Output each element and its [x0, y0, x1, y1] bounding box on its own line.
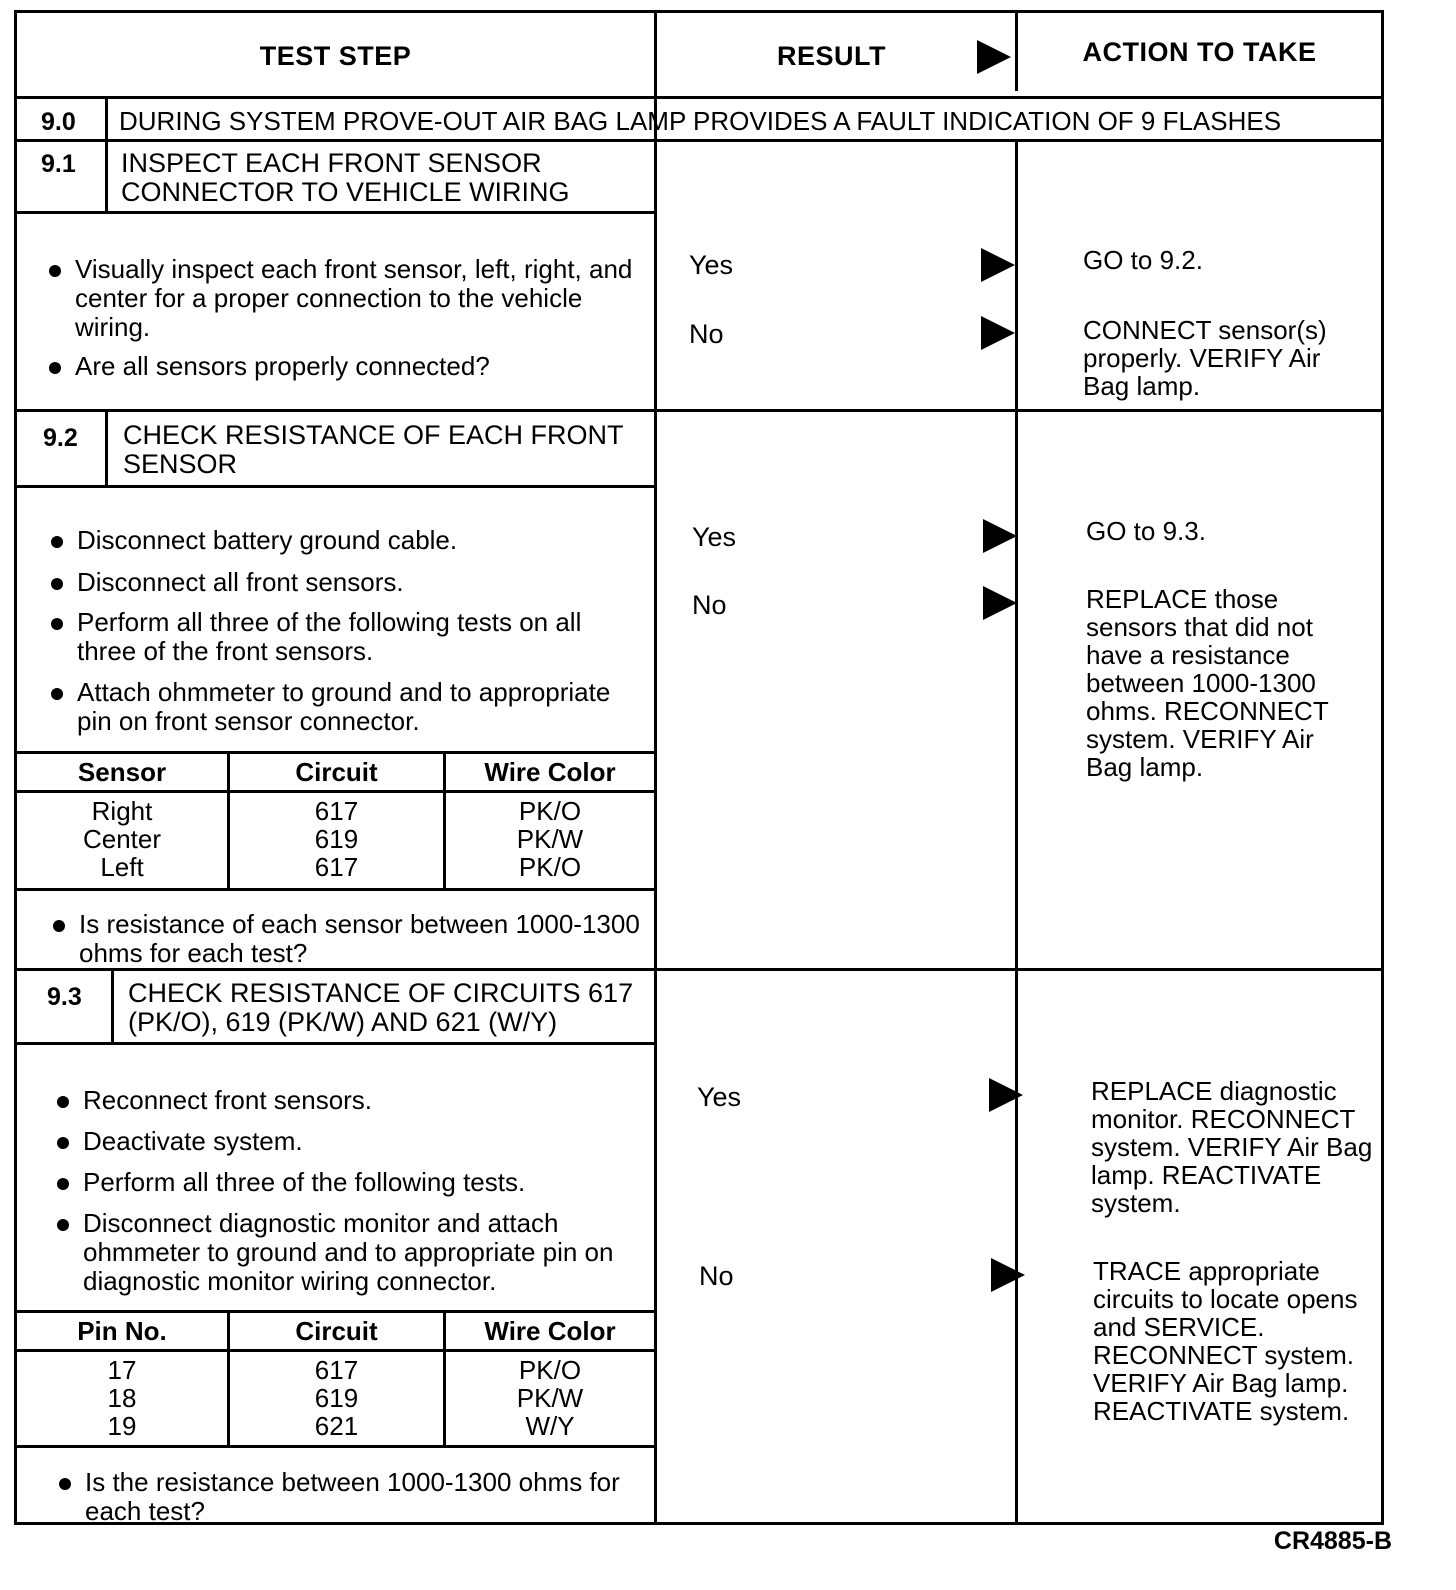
bullet-item: Reconnect front sensors. — [55, 1086, 650, 1115]
step-number-divider — [105, 99, 108, 142]
result-no: No — [692, 590, 727, 620]
result-yes: Yes — [689, 250, 734, 280]
table-cell: Right Center Left — [82, 796, 162, 882]
result-arrow-icon — [981, 248, 1015, 282]
table-row — [17, 792, 654, 888]
sensor-table — [17, 754, 654, 888]
bullet-icon — [51, 618, 63, 630]
step-number-divider — [105, 412, 108, 486]
result-arrow-icon — [983, 586, 1017, 620]
bullet-icon — [57, 1137, 69, 1149]
step-title — [128, 979, 633, 1037]
bullet-item: Visually inspect each front sensor, left, right, and center for a proper connection to the vehicle wiring. — [47, 255, 637, 342]
step-title-divider — [17, 1042, 654, 1045]
header-divider — [17, 96, 1381, 99]
bullet-item: Is the resistance between 1000-1300 ohms for each test? — [57, 1468, 657, 1526]
bullet-item: Attach ohmmeter to ground and to appropriate pin on front sensor connector. — [49, 678, 639, 736]
bullet-icon — [57, 1219, 69, 1231]
table-header: Circuit — [229, 754, 445, 792]
result-arrow-icon — [981, 316, 1015, 350]
bullet-icon — [51, 578, 63, 590]
table-bottom-border — [17, 1445, 654, 1448]
step-title — [121, 149, 570, 207]
bullet-item: Perform all three of the following tests on all three of the front sensors. — [49, 608, 639, 666]
result-arrow-icon — [983, 519, 1017, 553]
diagnostic-table — [14, 10, 1384, 1525]
step-number: 9.1 — [41, 150, 76, 178]
step-title — [123, 421, 624, 479]
bullet-icon — [49, 362, 61, 374]
result-no: No — [699, 1261, 734, 1291]
step-title-line: INSPECT EACH FRONT SENSOR — [121, 148, 542, 178]
table-cell: 617 619 617 — [229, 792, 445, 888]
step-title-divider — [17, 485, 654, 488]
result-arrow-icon — [991, 1258, 1025, 1292]
bullet-item: Are all sensors properly connected? — [47, 352, 637, 381]
action-no: REPLACE those sensors that did not have a resistance between 1000-1300 ohms. RECONNECT system. VERIFY Air Bag lamp. — [1086, 584, 1329, 782]
header-arrow-icon — [977, 40, 1011, 74]
step-title-divider — [17, 211, 654, 214]
row-divider — [17, 409, 1381, 412]
result-arrow-icon — [989, 1078, 1023, 1112]
step-number: 9.3 — [47, 983, 82, 1011]
step-title-line: CHECK RESISTANCE OF CIRCUITS 617 — [128, 978, 634, 1008]
action-no: CONNECT sensor(s) properly. VERIFY Air Bag lamp. — [1083, 315, 1327, 401]
result-no: No — [689, 319, 724, 349]
step-number: 9.2 — [43, 424, 78, 452]
action-no: TRACE appropriate circuits to locate opens and SERVICE. RECONNECT system. VERIFY Air Bag lamp. REACTIVATE system. — [1093, 1256, 1358, 1426]
column-divider-result — [654, 13, 657, 1522]
bullet-icon — [51, 536, 63, 548]
bullet-item: Disconnect all front sensors. — [49, 568, 639, 597]
header-result: RESULT — [777, 40, 886, 71]
step-number-divider — [105, 142, 108, 214]
action-yes: REPLACE diagnostic monitor. RECONNECT system. VERIFY Air Bag lamp. REACTIVATE system. — [1091, 1076, 1373, 1218]
row-divider — [17, 139, 1381, 142]
table-header: Wire Color — [445, 1313, 655, 1351]
bullet-icon — [51, 688, 63, 700]
bullet-item: Disconnect battery ground cable. — [49, 526, 639, 555]
row-divider — [17, 968, 1381, 971]
step-title: DURING SYSTEM PROVE-OUT AIR BAG LAMP PROVIDES A FAULT INDICATION OF 9 FLASHES — [119, 106, 1282, 136]
step-title-line: CONNECTOR TO VEHICLE WIRING — [121, 177, 570, 207]
result-yes: Yes — [697, 1082, 742, 1112]
step-number-divider — [111, 971, 114, 1043]
bullet-item: Disconnect diagnostic monitor and attach ohmmeter to ground and to appropriate pin on diagnostic monitor wiring connector. — [55, 1209, 615, 1296]
pin-table — [17, 1313, 654, 1445]
column-divider-action — [1015, 139, 1018, 1522]
table-cell: 17 18 19 — [107, 1355, 137, 1441]
bullet-item: Perform all three of the following tests. — [55, 1168, 650, 1197]
step-title-line: CHECK RESISTANCE OF EACH FRONT — [123, 420, 624, 450]
bullet-icon — [57, 1096, 69, 1108]
step-number: 9.0 — [41, 108, 76, 136]
table-bottom-border — [17, 888, 654, 891]
figure-code: CR4885-B — [1273, 1527, 1392, 1555]
action-yes: GO to 9.3. — [1086, 516, 1206, 546]
step-title-line: SENSOR — [123, 449, 238, 479]
bullet-icon — [53, 920, 65, 932]
table-header: Sensor — [17, 754, 229, 792]
bullet-item: Is resistance of each sensor between 1000-1300 ohms for each test? — [51, 910, 641, 968]
table-cell: PK/O PK/W W/Y — [445, 1351, 655, 1445]
table-cell: 617 619 621 — [229, 1351, 445, 1445]
header-action: ACTION TO TAKE — [1082, 36, 1317, 67]
table-header: Pin No. — [17, 1313, 229, 1351]
table-row — [17, 1351, 654, 1445]
bullet-item: Deactivate system. — [55, 1127, 650, 1156]
table-header: Wire Color — [445, 754, 655, 792]
action-yes: GO to 9.2. — [1083, 245, 1203, 275]
header-test-step: TEST STEP — [259, 40, 412, 71]
bullet-icon — [59, 1478, 71, 1490]
bullet-icon — [49, 265, 61, 277]
table-header: Circuit — [229, 1313, 445, 1351]
result-yes: Yes — [692, 522, 737, 552]
step-title-line: (PK/O), 619 (PK/W) AND 621 (W/Y) — [128, 1007, 558, 1037]
table-cell: PK/O PK/W PK/O — [445, 792, 655, 888]
bullet-icon — [57, 1178, 69, 1190]
